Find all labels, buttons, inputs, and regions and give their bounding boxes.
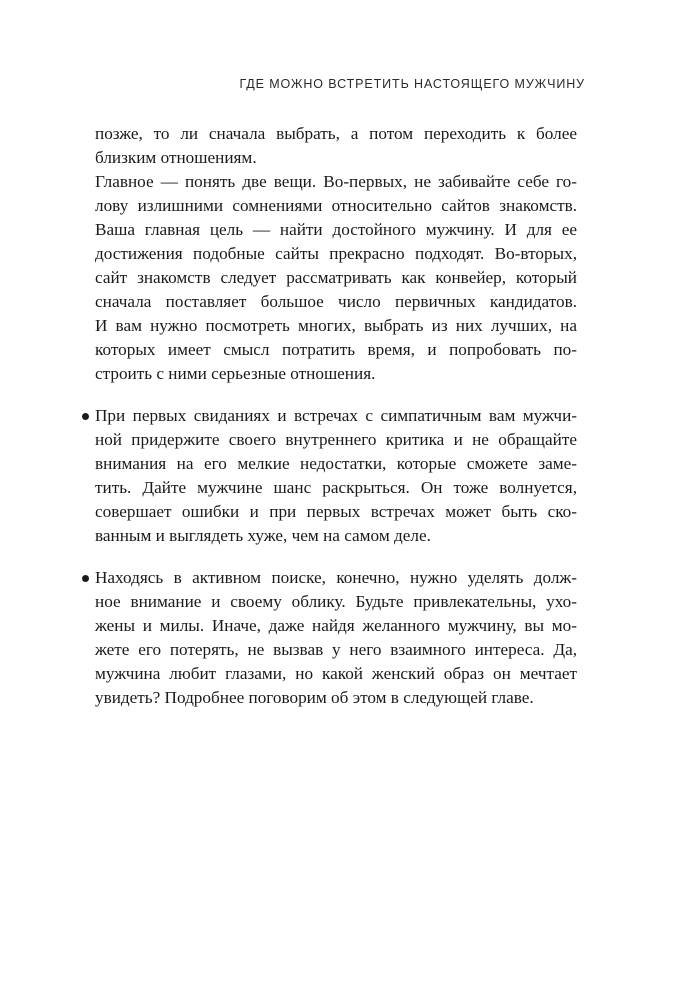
text-line: Находясь в активном поиске, конечно, нужно уделять долж-: [95, 568, 577, 587]
text-line: увидеть? Подробнее поговорим об этом в следующей главе.: [95, 688, 534, 707]
text-line: строить с ними серьезные отношения.: [95, 364, 376, 383]
text-line: мужчина любит глазами, но какой женский образ он мечтает: [95, 664, 577, 683]
bullet-dot-icon: [82, 575, 89, 582]
text-line: которых имеет смысл потратить время, и попробовать по-: [95, 340, 577, 359]
bullet-item: [95, 404, 577, 548]
text-line: сначала поставляет большое число первичных кандидатов.: [95, 292, 577, 311]
text-line: ной придержите своего внутреннего критика и не обращайте: [95, 430, 577, 449]
text-line: достижения подобные сайты прекрасно подходят. Во-вторых,: [95, 244, 577, 263]
text-line: близким отношениям.: [95, 148, 257, 167]
body-text: [95, 122, 577, 386]
text-line: лову излишними сомнениями относительно сайтов знакомств.: [95, 196, 577, 215]
text-line: совершает ошибки и при первых встречах может быть ско-: [95, 502, 577, 521]
text-line: Главное — понять две вещи. Во-первых, не забивайте себе го-: [95, 172, 577, 191]
text-line: жены и милы. Иначе, даже найдя желанного мужчину, вы мо-: [95, 616, 577, 635]
bullet-item: [95, 566, 577, 710]
text-line: позже, то ли сначала выбрать, а потом переходить к более: [95, 124, 577, 143]
text-line: внимания на его мелкие недостатки, которые сможете заме-: [95, 454, 577, 473]
text-line: тить. Дайте мужчине шанс раскрыться. Он тоже волнуется,: [95, 478, 577, 497]
text-line: Ваша главная цель — найти достойного мужчину. И для ее: [95, 220, 577, 239]
running-header: ГДЕ МОЖНО ВСТРЕТИТЬ НАСТОЯЩЕГО МУЖЧИНУ: [239, 77, 585, 91]
bullet-dot-icon: [82, 413, 89, 420]
text-line: ное внимание и своему облику. Будьте привлекательны, ухо-: [95, 592, 577, 611]
text-line: сайт знакомств следует рассматривать как конвейер, который: [95, 268, 577, 287]
text-line: ванным и выглядеть хуже, чем на самом деле.: [95, 526, 431, 545]
text-line: При первых свиданиях и встречах с симпатичным вам мужчи-: [95, 406, 577, 425]
text-line: жете его потерять, не вызвав у него взаимного интереса. Да,: [95, 640, 577, 659]
text-line: И вам нужно посмотреть многих, выбрать из них лучших, на: [95, 316, 577, 335]
